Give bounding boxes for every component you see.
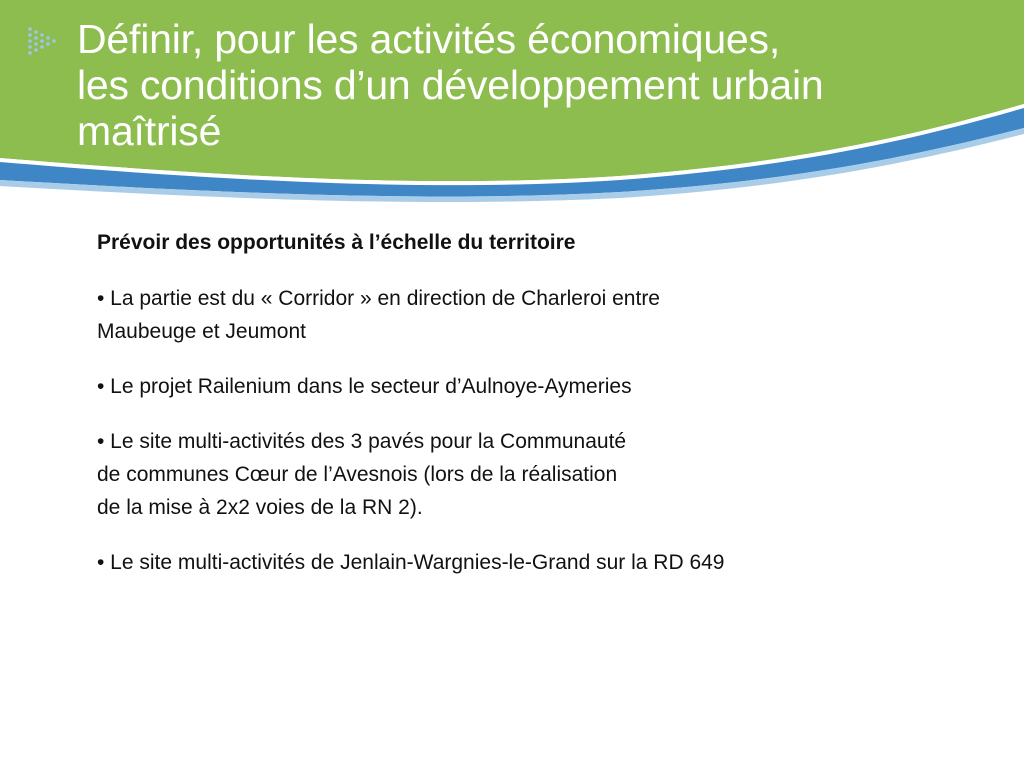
- slide-title-line-1: Définir, pour les activités économiques,: [77, 16, 781, 62]
- bullet-item-jenlain-wargnies: [97, 546, 977, 579]
- bullet-item-railenium: [97, 370, 977, 403]
- slide-title-line-3: maîtrisé: [77, 108, 222, 154]
- bullet-line: de communes Cœur de l’Avesnois (lors de la réalisation: [97, 463, 618, 486]
- dot-chevron-logo-icon: [28, 27, 56, 55]
- bullet-line: de la mise à 2x2 voies de la RN 2).: [97, 496, 423, 519]
- slide-title: [77, 16, 977, 154]
- section-subtitle: Prévoir des opportunités à l’échelle du territoire: [97, 231, 576, 254]
- bullet-item-multi-activites-3-paves: [97, 425, 977, 524]
- slide-content: [97, 228, 977, 579]
- bullet-line: • Le site multi-activités de Jenlain-Wargnies-le-Grand sur la RD 649: [97, 551, 725, 574]
- bullet-line: • Le projet Railenium dans le secteur d’Aulnoye-Aymeries: [97, 375, 632, 398]
- bullet-item-corridor: [97, 282, 977, 348]
- bullet-line: Maubeuge et Jeumont: [97, 320, 306, 343]
- bullet-line: • La partie est du « Corridor » en direction de Charleroi entre: [97, 287, 660, 310]
- slide-title-line-2: les conditions d’un développement urbain: [77, 62, 824, 108]
- bullet-line: • Le site multi-activités des 3 pavés pour la Communauté: [97, 430, 627, 453]
